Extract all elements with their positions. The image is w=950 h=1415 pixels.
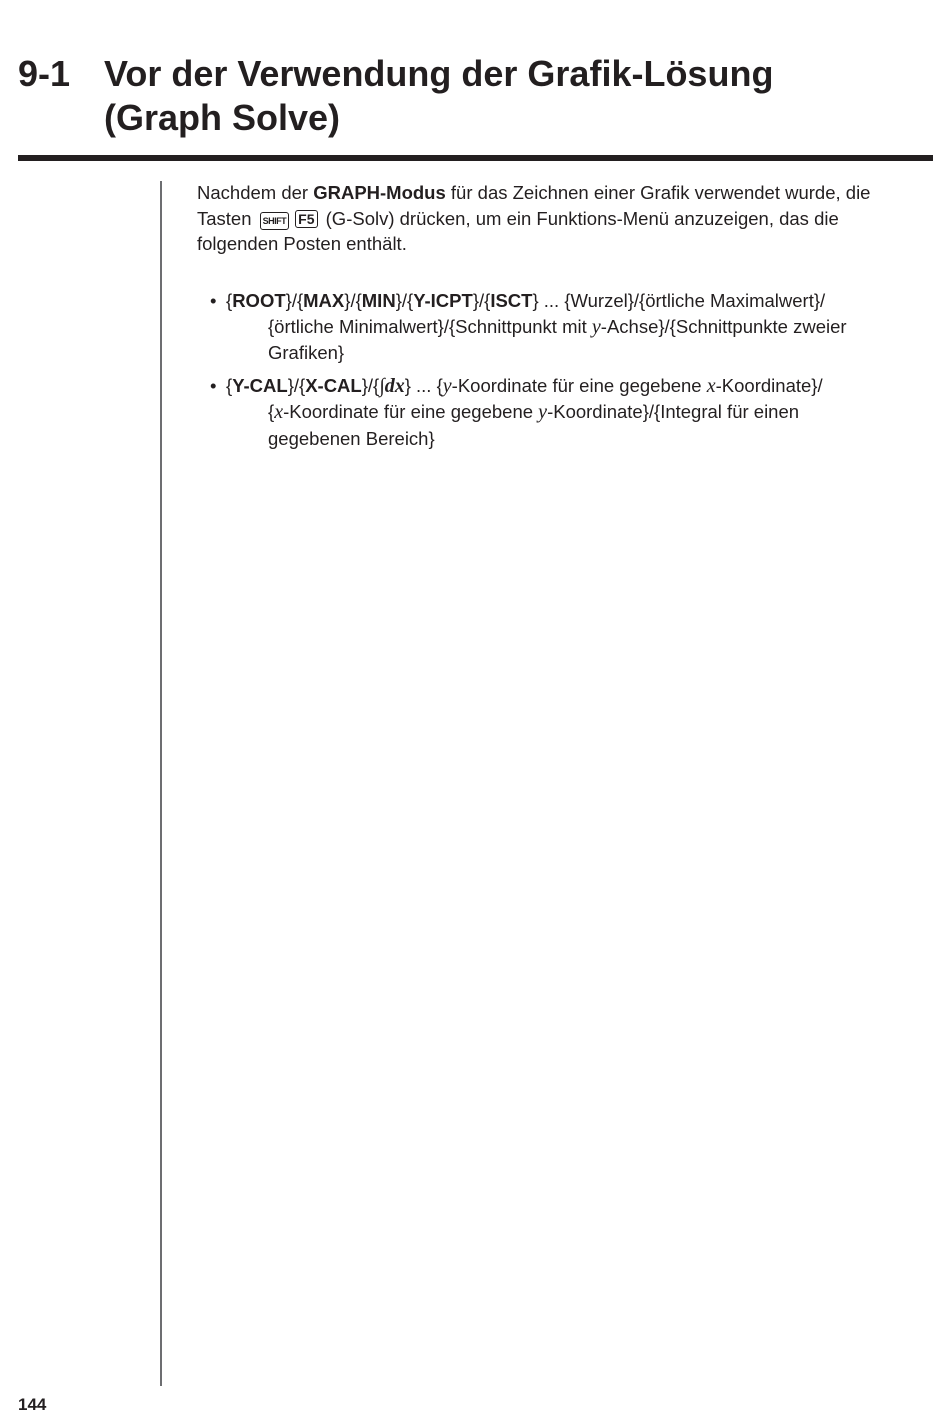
- intro-line1: Nachdem der GRAPH-Modus für das Zeichnen einer Grafik verwendet wurde, die: [197, 182, 871, 203]
- menu-y-icpt: Y-ICPT: [413, 290, 473, 311]
- intro-line2: Tasten SHIFT F5 (G-Solv) drücken, um ein Funktions-Menü anzuzeigen, das die: [197, 207, 839, 229]
- heading-rule: [18, 155, 933, 161]
- section-title: [104, 52, 934, 140]
- menu-x-cal: X-CAL: [305, 374, 362, 396]
- section-title-line2: (Graph Solve): [104, 97, 341, 138]
- list-item-graph-analysis: • {ROOT}/{MAX}/{MIN}/{Y-ICPT}/{ISCT} ... {Wurzel}/{örtliche Maximalwert}/ {örtliche Minimalwert}/{Schnittpunkt mit y-Achse}/{Schnittpunkte zweier Grafiken}: [210, 290, 847, 363]
- intro-line3: folgenden Posten enthält.: [197, 233, 407, 254]
- menu-integral: ∫dx: [379, 374, 405, 397]
- f5-key-icon: F5: [295, 210, 317, 228]
- bullet: •: [210, 374, 217, 396]
- section-title-line1: Vor der Verwendung der Grafik-Lösung: [104, 53, 774, 94]
- list-item-coordinate-calc: • {Y-CAL}/{X-CAL}/{∫dx} ... {y-Koordinate für eine gegebene x-Koordinate}/ {x-Koordinate für eine gegebene y-Koordinate}/{Integral für einen gegebenen Bereich}: [210, 374, 823, 449]
- function-menu-list: [210, 288, 930, 458]
- page-number: 144: [18, 1395, 47, 1414]
- menu-isct: ISCT: [490, 290, 533, 311]
- menu-max: MAX: [303, 290, 345, 311]
- intro-paragraph: [197, 180, 937, 257]
- mode-name: GRAPH-Modus: [313, 182, 446, 203]
- bullet: •: [210, 290, 217, 311]
- side-margin-rule: [160, 181, 162, 1386]
- section-number: 9-1: [18, 53, 71, 94]
- menu-min: MIN: [361, 290, 396, 311]
- menu-y-cal: Y-CAL: [232, 374, 288, 396]
- menu-root: ROOT: [232, 290, 286, 311]
- shift-key-icon: SHIFT: [260, 212, 290, 230]
